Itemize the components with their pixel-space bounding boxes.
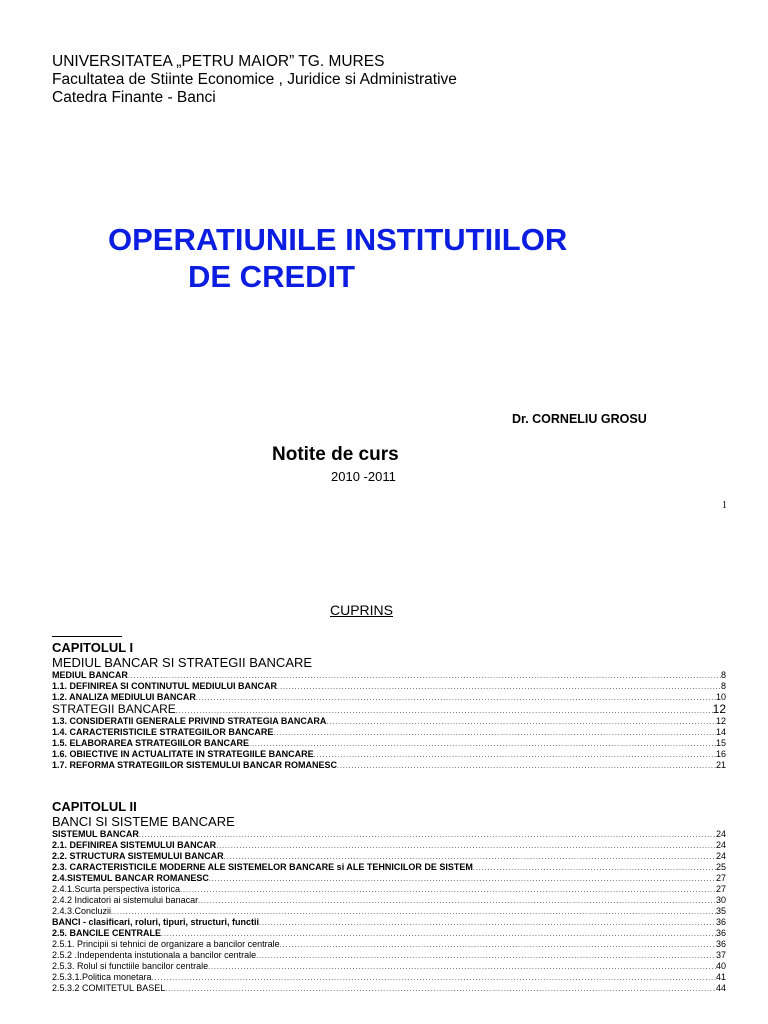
- toc-entry-page: 24: [715, 840, 726, 850]
- toc-leader-dots: [473, 864, 716, 873]
- toc-entry-label: 2.4.3.Concluzii: [52, 906, 112, 916]
- toc-entry[interactable]: [52, 950, 726, 961]
- toc-leader-dots: [152, 974, 716, 983]
- toc-leader-dots: [216, 842, 716, 851]
- chapter-2-label: CAPITOLUL II: [52, 799, 137, 814]
- toc-entry[interactable]: [52, 917, 726, 928]
- toc-chapter-2: [52, 799, 726, 994]
- toc-entry[interactable]: [52, 703, 726, 716]
- toc-leader-dots: [111, 908, 716, 917]
- toc-entry[interactable]: [52, 760, 726, 771]
- toc-entry[interactable]: [52, 749, 726, 760]
- toc-entry-page: 40: [715, 961, 726, 971]
- toc-leader-dots: [277, 683, 721, 692]
- toc-entry[interactable]: [52, 829, 726, 840]
- toc-entry[interactable]: [52, 928, 726, 939]
- toc-leader-dots: [249, 740, 716, 749]
- toc-entry[interactable]: [52, 681, 726, 692]
- toc-entry[interactable]: [52, 862, 726, 873]
- toc-leader-dots: [176, 707, 713, 716]
- toc-entry-page: 24: [715, 829, 726, 839]
- toc-entry-page: 44: [715, 983, 726, 993]
- document-title-line-2: DE CREDIT: [188, 259, 356, 294]
- toc-entry[interactable]: [52, 670, 726, 681]
- toc-entry-label: STRATEGII BANCARE: [52, 703, 176, 716]
- document-title-line-1: OPERATIUNILE INSTITUTIILOR: [108, 222, 568, 257]
- toc-entry-page: 16: [715, 749, 726, 759]
- toc-entry[interactable]: [52, 972, 726, 983]
- faculty-name: Facultatea de Stiinte Economice , Juridice si Administrative: [52, 71, 457, 88]
- toc-leader-dots: [259, 919, 716, 928]
- toc-entry-page: 12: [715, 716, 726, 726]
- department-name: Catedra Finante - Banci: [52, 89, 216, 106]
- toc-entry-label: 2.5.2 .Independenta instutionala a bancilor centrale: [52, 950, 257, 960]
- toc-entry-page: 15: [715, 738, 726, 748]
- toc-entry-page: 25: [715, 862, 726, 872]
- toc-entry[interactable]: [52, 895, 726, 906]
- toc-entry-label: 1.5. ELABORAREA STRATEGIILOR BANCARE: [52, 738, 250, 748]
- toc-entry-label: 2.5.3.1.Politica monetara: [52, 972, 152, 982]
- toc-entry[interactable]: [52, 692, 726, 703]
- toc-entry[interactable]: [52, 873, 726, 884]
- toc-entry-page: 24: [715, 851, 726, 861]
- toc-entry[interactable]: [52, 884, 726, 895]
- toc-entry-label: MEDIUL BANCAR: [52, 670, 128, 680]
- toc-leader-dots: [139, 831, 716, 840]
- toc-leader-dots: [209, 875, 716, 884]
- page-number: 1: [722, 500, 727, 511]
- toc-entry-label: 1.2. ANALIZA MEDIULUI BANCAR: [52, 692, 196, 702]
- toc-entry-page: 30: [715, 895, 726, 905]
- toc-divider: [52, 636, 122, 637]
- toc-entry-label: 2.4.2 Indicatori ai sistemului banacar: [52, 895, 199, 905]
- toc-entry-page: 27: [715, 873, 726, 883]
- toc-entry[interactable]: [52, 906, 726, 917]
- toc-entry-label: 2.4.SISTEMUL BANCAR ROMANESC: [52, 873, 209, 883]
- toc-leader-dots: [326, 718, 716, 727]
- toc-entry[interactable]: [52, 727, 726, 738]
- toc-entry[interactable]: [52, 716, 726, 727]
- chapter-2-entries: [52, 829, 726, 994]
- toc-entry-label: 1.7. REFORMA STRATEGIILOR SISTEMULUI BANCAR ROMANESC: [52, 760, 338, 770]
- toc-leader-dots: [180, 886, 716, 895]
- toc-entry-page: 37: [715, 950, 726, 960]
- toc-leader-dots: [196, 694, 716, 703]
- toc-leader-dots: [224, 853, 716, 862]
- toc-leader-dots: [208, 963, 716, 972]
- toc-leader-dots: [337, 762, 716, 771]
- toc-entry[interactable]: [52, 738, 726, 749]
- toc-leader-dots: [198, 897, 716, 906]
- toc-entry-label: 1.6. OBIECTIVE IN ACTUALITATE IN STRATEGIILE BANCARE: [52, 749, 314, 759]
- toc-entry-label: 2.5.3. Rolul si functiile bancilor centrale: [52, 961, 209, 971]
- toc-leader-dots: [128, 672, 721, 681]
- toc-entry[interactable]: [52, 983, 726, 994]
- chapter-1-label: CAPITOLUL I: [52, 640, 134, 655]
- toc-entry-label: SISTEMUL BANCAR: [52, 829, 139, 839]
- toc-entry-label: 2.5.3.2 COMITETUL BASEL: [52, 983, 166, 993]
- author-name: Dr. CORNELIU GROSU: [512, 412, 647, 426]
- toc-entry-label: 2.2. STRUCTURA SISTEMULUI BANCAR: [52, 851, 224, 861]
- university-name: UNIVERSITATEA „PETRU MAIOR” TG. MURES: [52, 53, 385, 70]
- toc-entry-page: 41: [715, 972, 726, 982]
- toc-entry-page: 8: [720, 670, 726, 680]
- toc-entry[interactable]: [52, 851, 726, 862]
- chapter-1-entries: [52, 670, 726, 771]
- toc-chapter-1: [52, 640, 726, 771]
- toc-entry-label: 2.5. BANCILE CENTRALE: [52, 928, 162, 938]
- toc-entry-page: 21: [715, 760, 726, 770]
- toc-entry[interactable]: [52, 961, 726, 972]
- document-subtitle: Notite de curs: [272, 444, 399, 465]
- toc-leader-dots: [273, 729, 716, 738]
- toc-entry-page: 10: [715, 692, 726, 702]
- toc-entry-page: 36: [715, 928, 726, 938]
- toc-entry-page: 36: [715, 917, 726, 927]
- toc-entry-page: 36: [715, 939, 726, 949]
- toc-heading: CUPRINS: [330, 602, 394, 618]
- chapter-1-title: MEDIUL BANCAR SI STRATEGII BANCARE: [52, 655, 313, 670]
- toc-entry[interactable]: [52, 840, 726, 851]
- toc-leader-dots: [256, 952, 716, 961]
- toc-entry-label: 1.3. CONSIDERATII GENERALE PRIVIND STRATEGIA BANCARA: [52, 716, 327, 726]
- toc-entry-label: 2.1. DEFINIREA SISTEMULUI BANCAR: [52, 840, 217, 850]
- toc-leader-dots: [161, 930, 716, 939]
- toc-entry-page: 8: [720, 681, 726, 691]
- toc-entry-label: 1.4. CARACTERISTICILE STRATEGIILOR BANCARE: [52, 727, 274, 737]
- toc-entry-label: 1.1. DEFINIREA SI CONTINUTUL MEDIULUI BANCAR: [52, 681, 278, 691]
- toc-entry-page: 27: [715, 884, 726, 894]
- toc-entry-page: 35: [715, 906, 726, 916]
- toc-entry-page: 14: [715, 727, 726, 737]
- academic-years: 2010 -2011: [331, 469, 396, 484]
- toc-leader-dots: [280, 941, 716, 950]
- toc-entry-label: 2.4.1.Scurta perspectiva istorica: [52, 884, 181, 894]
- chapter-2-title: BANCI SI SISTEME BANCARE: [52, 814, 235, 829]
- toc-entry-label: 2.5.1. Principii si tehnici de organizare a bancilor centrale: [52, 939, 280, 949]
- toc-leader-dots: [314, 751, 716, 760]
- toc-leader-dots: [165, 985, 716, 994]
- toc-entry-page: 12: [712, 703, 726, 716]
- toc-entry-label: BANCI - clasificari, roluri, tipuri, structuri, functii: [52, 917, 260, 927]
- toc-entry-label: 2.3. CARACTERISTICILE MODERNE ALE SISTEMELOR BANCARE si ALE TEHNICILOR DE SISTEM: [52, 862, 473, 872]
- toc-entry[interactable]: [52, 939, 726, 950]
